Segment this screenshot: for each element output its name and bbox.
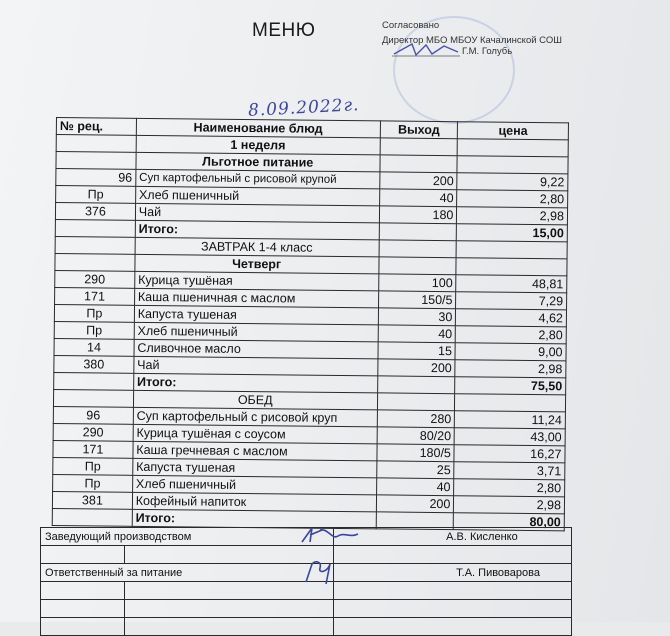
dish-output: 40 — [378, 325, 456, 343]
dish-price: 48,81 — [456, 275, 567, 293]
week-label: 1 неделя — [136, 135, 380, 155]
dish-name: Хлеб пшеничный — [134, 322, 378, 342]
dish-name: Хлеб пшеничный — [135, 186, 379, 206]
responsible-name: Т.А. Пивоварова — [334, 564, 572, 582]
dish-name: Капуста тушеная — [133, 458, 377, 478]
responsible-signature — [300, 556, 348, 586]
section-title: ОБЕД — [133, 390, 377, 410]
approval-label: Согласовано — [382, 20, 440, 31]
recipe-number: 171 — [55, 287, 135, 305]
dish-output: 40 — [376, 478, 454, 496]
dish-price: 2,80 — [454, 479, 565, 497]
recipe-number: 376 — [55, 203, 135, 221]
total-value: 15,00 — [457, 224, 568, 242]
recipe-number: Пр — [53, 474, 133, 492]
dish-price: 3,71 — [454, 462, 565, 480]
manager-label: Заведующий производством — [41, 528, 334, 546]
recipe-number: 171 — [53, 440, 133, 458]
recipe-number: Пр — [53, 457, 133, 475]
dish-price: 11,24 — [455, 411, 566, 429]
dish-output: 25 — [376, 461, 454, 479]
dish-output: 280 — [377, 410, 455, 428]
total-label: Итого: — [135, 220, 379, 240]
total-value: 80,00 — [454, 513, 565, 531]
dish-name: Сливочное масло — [134, 339, 378, 359]
recipe-number: 96 — [56, 169, 136, 187]
page-title: МЕНЮ — [252, 20, 316, 41]
dish-name: Кофейный напиток — [132, 492, 376, 512]
total-value: 75,50 — [455, 377, 566, 395]
dish-price: 2,80 — [456, 326, 567, 344]
dish-output: 80/20 — [377, 427, 455, 445]
dish-price: 2,98 — [454, 496, 565, 514]
school-stamp — [393, 16, 515, 124]
dish-name: Чай — [134, 356, 378, 376]
handwritten-date: 8.09.2022г. — [247, 95, 360, 121]
table-row — [41, 618, 572, 636]
column-header: Выход — [380, 121, 458, 139]
dish-output: 180 — [379, 206, 457, 224]
recipe-number: 290 — [53, 423, 133, 441]
column-header: Наименование блюд — [136, 118, 380, 138]
dish-name: Хлеб пшеничный — [132, 475, 376, 495]
day-label: Четверг — [135, 254, 379, 274]
responsible-label: Ответственный за питание — [41, 564, 334, 582]
approval-director-name: Г.М. Голубь — [462, 46, 513, 57]
dish-price: 2,80 — [457, 190, 568, 208]
dish-name: Суп картофельный с рисовой круп — [133, 407, 377, 427]
dish-price: 7,29 — [456, 292, 567, 310]
dish-price: 4,62 — [456, 309, 567, 327]
dish-name: Суп картофельный с рисовой крупой — [136, 169, 380, 189]
dish-output: 40 — [379, 189, 457, 207]
dish-output: 150/5 — [378, 291, 456, 309]
dish-price: 9,00 — [455, 343, 566, 361]
dish-price: 2,98 — [457, 207, 568, 225]
dish-output: 30 — [378, 308, 456, 326]
approval-director: Директор МБО МБОУ Качалинской СОШ — [382, 35, 562, 46]
column-header: № рец. — [56, 118, 136, 136]
dish-price: 9,22 — [457, 173, 568, 191]
dish-output: 100 — [378, 274, 456, 292]
dish-output: 15 — [378, 342, 456, 360]
director-signature — [392, 40, 462, 58]
recipe-number: 14 — [54, 338, 134, 356]
recipe-number: 290 — [55, 270, 135, 288]
recipe-number: 381 — [52, 491, 132, 509]
recipe-number: Пр — [54, 321, 134, 339]
manager-name: А.В. Кисленко — [334, 528, 572, 546]
dish-name: Курица тушёная с соусом — [133, 424, 377, 444]
table-row — [41, 600, 572, 618]
total-label: Итого: — [132, 509, 376, 529]
dish-output: 200 — [377, 359, 455, 377]
dish-output: 200 — [376, 495, 454, 513]
dish-price: 16,27 — [454, 445, 565, 463]
dish-output: 180/5 — [377, 444, 455, 462]
dish-output: 200 — [379, 172, 457, 190]
recipe-number: 380 — [54, 355, 134, 373]
recipe-number: Пр — [54, 304, 134, 322]
manager-signature — [298, 524, 362, 546]
dish-price: 2,98 — [455, 360, 566, 378]
dish-name: Каша пшеничная с маслом — [134, 288, 378, 308]
section-title: ЗАВТРАК 1-4 класс — [135, 237, 379, 257]
total-label: Итого: — [133, 373, 377, 393]
dish-name: Курица тушёная — [135, 271, 379, 291]
recipe-number: 96 — [53, 406, 133, 424]
dish-name: Капуста тушеная — [134, 305, 378, 325]
dish-name: Каша гречневая с маслом — [133, 441, 377, 461]
section-title: Льготное питание — [136, 152, 380, 172]
column-header: цена — [458, 122, 569, 140]
menu-table — [52, 117, 569, 531]
recipe-number: Пр — [56, 186, 136, 204]
dish-price: 43,00 — [454, 428, 565, 446]
dish-name: Чай — [135, 203, 379, 223]
